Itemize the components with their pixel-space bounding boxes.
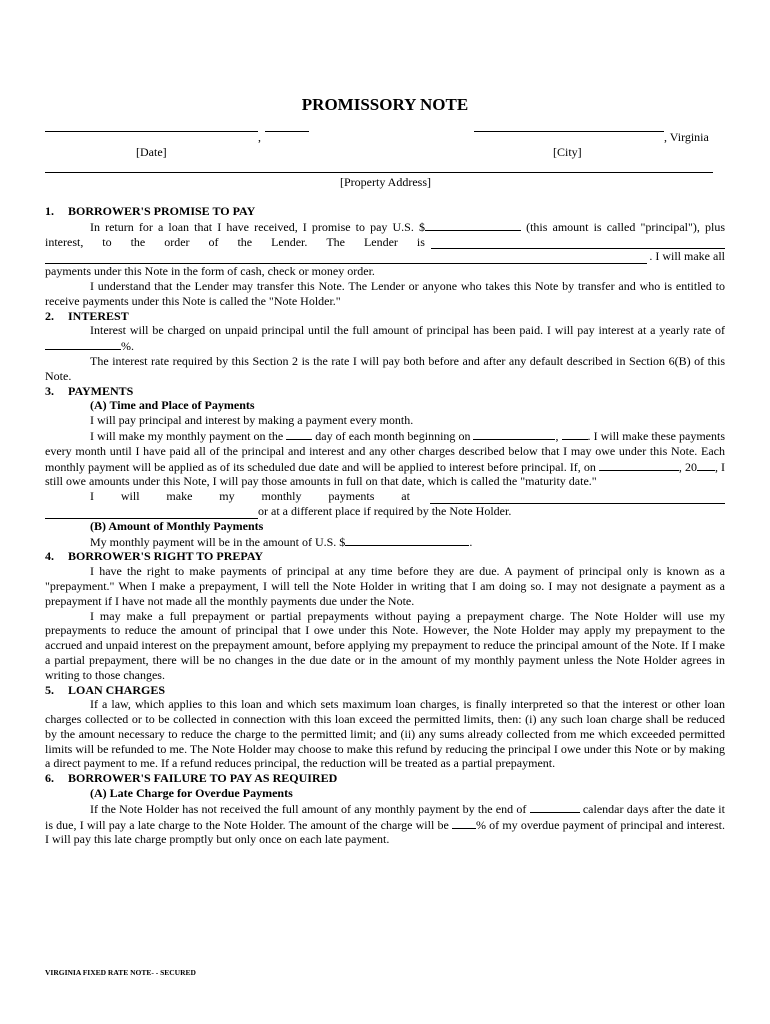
subsection-heading: (A) Late Charge for Overdue Payments — [90, 786, 293, 801]
date-field[interactable] — [45, 131, 258, 132]
late-charge-percent-field[interactable] — [452, 817, 476, 829]
section-paragraph: I understand that the Lender may transfer this Note. The Lender or anyone who takes this Note by transfer and who is entitled to receive payments under this Note is called the "Note Holder." — [45, 278, 725, 308]
maturity-date-field[interactable] — [599, 459, 679, 471]
lender-word: order — [164, 234, 190, 249]
place-word: monthly — [261, 489, 302, 504]
section-heading: 5. LOAN CHARGES — [45, 682, 166, 697]
date-label: [Date] — [136, 145, 167, 159]
lender-line — [45, 235, 725, 250]
payment-place-line — [45, 489, 725, 504]
monthly-payment-field[interactable] — [345, 534, 469, 546]
lender-line-continued: . I will make all — [45, 249, 725, 264]
lender-word: interest, — [45, 234, 84, 249]
first-payment-year-field[interactable] — [562, 428, 588, 440]
lender-word: to — [102, 234, 112, 249]
section-paragraph: I will make my monthly payment on the day of each month beginning on , . I will make these payments every month until I have paid all of the principal and interest and any other charges described below that I may owe under this Note. Each monthly payment will be applied as of its scheduled due date and will be applied to interest before principal. If, on , 20 , I still owe amounts under this Note, I will pay those amounts in full on that date, which is called the "maturity date." — [45, 428, 726, 489]
lender-word: The — [326, 234, 345, 249]
principal-amount-field[interactable] — [425, 219, 521, 231]
section-heading: 3. PAYMENTS — [45, 383, 134, 398]
section-heading: 2. INTEREST — [45, 308, 129, 323]
lender-word: is — [416, 234, 425, 249]
place-word: I — [90, 489, 94, 504]
place-word: payments — [328, 489, 375, 504]
place-word: make — [166, 489, 193, 504]
lender-word: the — [130, 234, 146, 249]
interest-rate-field[interactable] — [45, 338, 121, 350]
section-paragraph: Interest will be charged on unpaid principal until the full amount of principal has been paid. I will pay interest at a yearly rate of %. — [45, 323, 725, 354]
city-label: [City] — [553, 145, 582, 159]
lender-word: of — [208, 234, 219, 249]
lender-word: Lender. — [271, 234, 308, 249]
payment-place-field-continued[interactable] — [45, 506, 258, 519]
section-heading: 1. BORROWER'S PROMISE TO PAY — [45, 204, 256, 218]
section-heading: 6. BORROWER'S FAILURE TO PAY AS REQUIRED — [45, 771, 338, 786]
section-paragraph: In return for a loan that I have received, I promise to pay U.S. $ (this amount is called "principal"), plus — [90, 219, 725, 234]
property-address-label: [Property Address] — [340, 175, 431, 189]
first-payment-date-field[interactable] — [473, 428, 555, 440]
lender-word: the — [237, 234, 253, 249]
state-suffix: , Virginia — [664, 130, 709, 144]
lender-name-field-continued[interactable] — [45, 251, 647, 264]
lender-name-field[interactable] — [431, 236, 725, 249]
place-word: at — [401, 489, 410, 504]
maturity-year-field[interactable] — [697, 459, 715, 471]
lender-word: Lender — [363, 234, 398, 249]
place-word: will — [120, 489, 140, 504]
document-footer: VIRGINIA FIXED RATE NOTE- - SECURED — [45, 968, 196, 977]
payment-day-field[interactable] — [286, 428, 312, 440]
grace-days-field[interactable] — [530, 801, 580, 813]
document-title: PROMISSORY NOTE — [301, 95, 469, 114]
section-paragraph: If the Note Holder has not received the full amount of any monthly payment by the end of calendar days after the date it is due, I will pay a late charge to the Note Holder. The amount of the charge will be % of my overdue payment of principal and interest. I will pay this late charge promptly but only once on each late payment. — [45, 801, 725, 847]
document-body: 1. BORROWER'S PROMISE TO PAY In return for a loan that I have received, I promise to pay U.S. $ (this amount is called "principal"), plus interest, to the order of the Lender. The Lender is . I will make all payments under this Note in the form of cash, check or money order. I understand that the Lender may transfer this Note. The Lender or anyone who takes this Note by transfer and who is entitled to receive payments under this Note is called the "Note Holder." 2. INTEREST Interest will be charged on unpaid principal until the full amount of principal has been paid. I will pay interest at a yearly rate of %. The interest rate required by this Section 2 is the rate I will pay both before and after any default described in Section 6(B) of this Note. 3. PAYMENTS (A) Time and Place of Payments I will pay principal and interest by making a payment every month. I will make my monthly payment on the day of each month beginning on , . I will make these payments every month until I have paid all of the principal and interest and any other charges described below that I may owe under this Note. Each monthly payment will be applied as of its scheduled due date and will be applied to interest before principal. If, on , 20 , I still owe amounts under this Note, I will pay those amounts in full on that date, which is called the "maturity date." I will make my monthly payments at or at a different place if required by the Note Holder. (B) Amount of Monthly Payments My monthly payment will be in the amount of U.S. $ . 4. BORROWER'S RIGHT TO PREPAY I have the right to make payments of principal at any time before they are due. A payment of principal only is known as a "prepayment." When I make a prepayment, I will tell the Note Holder in writing that I am doing so. I may not designate a payment as a prepayment if I have not made all the monthly payments due under the Note. I may make a full prepayment or partial prepayments without paying a prepayment charge. The Note Holder will use my prepayments to reduce the amount of principal that I owe under this Note. However, the Note Holder may apply my prepayment to the accrued and unpaid interest on the prepayment amount, before applying my prepayment to reduce the principal amount of the Note. If I make a partial prepayment, there will be no changes in the due date or in the amount of my monthly payment unless the Note Holder agrees in writing to those changes. 5. LOAN CHARGES If a law, which applies to this loan and which sets maximum loan charges, is finally interpreted so that the interest or other loan charges collected or to be collected in connection with this loan exceed the permitted limits, then: (i) any such loan charge shall be reduced by the amount necessary to reduce the charge to the permitted limit; and (ii) any sums already collected from me which exceeded permitted limits will be refunded to me. The Note Holder may choose to make this refund by reducing the principal I owe under this Note or by making a direct payment to me. If a refund reduces principal, the reduction will be treated as a partial prepayment. 6. BORROWER'S FAILURE TO PAY AS REQUIRED (A) Late Charge for Overdue Payments If the Note Holder has not received the full amount of any monthly payment by the end of calendar days after the date it is due, I will pay a late charge to the Note Holder. The amount of the charge will be % of my overdue payment of principal and interest. I will pay this late charge promptly but only once on each late payment. — [45, 204, 726, 847]
payment-place-field[interactable] — [430, 491, 725, 504]
payment-place-line-continued: or at a different place if required by the Note Holder. — [45, 504, 725, 519]
section-heading: 4. BORROWER'S RIGHT TO PREPAY — [45, 549, 264, 564]
section-paragraph: I may make a full prepayment or partial prepayments without paying a prepayment charge. The Note Holder will use my prepayments to reduce the amount of principal that I owe under this Note. However, the Note Holder may apply my prepayment to the accrued and unpaid interest on the prepayment amount, before applying my prepayment to reduce the principal amount of the Note. If I make a partial prepayment, there will be no changes in the due date or in the amount of my monthly payment unless the Note Holder agrees in writing to those changes. — [45, 608, 725, 682]
subsection-heading: (A) Time and Place of Payments — [90, 398, 255, 413]
place-word: my — [219, 489, 235, 504]
document-page: PROMISSORY NOTE , , Virginia [Date] [City] [Property Address] 1. BORROWER'S PROMISE TO PAY In return for a loan that I have received, I promise to pay U.S. $ (this amount is called "principal"), plus interest, to the order of the Lender. The Lender is . I will make all payments under this Note in the form of cash, check or money order. I understand that the Lender may transfer this Note. The Lender or anyone who takes this Note by transfer and who is entitled to receive payments under this Note is called the "Note Holder." 2. INTEREST Interest will be charged on unpaid principal until the full amount of principal has been paid. I will pay interest at a yearly rate of %. The interest rate required by this Section 2 is the rate I will pay both before and after any default described in Section 6(B) of this Note. 3. PAYMENTS (A) Time and Place of Payments I will pay principal and interest by making a payment every month. I will make my monthly payment on the day of each month beginning on , . I will make these payments every month until I have paid all of the principal and interest and any other charges described below that I may owe under this Note. Each monthly payment will be applied as of its scheduled due date and will be applied to interest before principal. If, on , 20 , I still owe amounts under this Note, I will pay those amounts in full on that date, which is called the "maturity date." I will make my monthly payments at or at a different place if required by the Note Holder. (B) Amount of Monthly Payments My monthly payment will be in the amount of U.S. $ . 4. BORROWER'S RIGHT TO PREPAY I have the right to make payments of principal at any time before they are due. A payment of principal only is known as a "prepayment." When I make a prepayment, I will tell the Note Holder in writing that I am doing so. I may not designate a payment as a prepayment if I have not made all the monthly payments due under the Note. I may make a full prepayment or partial prepayments without paying a prepayment charge. The Note Holder will use my prepayments to reduce the amount of principal that I owe under this Note. However, the Note Holder may apply my prepayment to the accrued and unpaid interest on the prepayment amount, before applying my prepayment to reduce the principal amount of the Note. If I make a partial prepayment, there will be no changes in the due date or in the amount of my monthly payment unless the Note Holder agrees in writing to those changes. 5. LOAN CHARGES If a law, which applies to this loan and which sets maximum loan charges, is finally interpreted so that the interest or other loan charges collected or to be collected in connection with this loan exceed the permitted limits, then: (i) any such loan charge shall be reduced by the amount necessary to reduce the charge to the permitted limit; and (ii) any sums already collected from me which exceeded permitted limits will be refunded to me. The Note Holder may choose to make this refund by reducing the principal I owe under this Note or by making a direct payment to me. If a refund reduces principal, the reduction will be treated as a partial prepayment. 6. BORROWER'S FAILURE TO PAY AS REQUIRED (A) Late Charge for Overdue Payments If the Note Holder has not received the full amount of any monthly payment by the end of calendar days after the date it is due, I will pay a late charge to the Note Holder. The amount of the charge will be % of my overdue payment of principal and interest. I will pay this late charge promptly but only once on each late payment. VIRGINIA FIXED RATE NOTE- - SECURED — [0, 0, 770, 1024]
section-paragraph: If a law, which applies to this loan and which sets maximum loan charges, is finally interpreted so that the interest or other loan charges collected or to be collected in connection with this loan exceed the permitted limits, then: (i) any such loan charge shall be reduced by the amount necessary to reduce the charge to the permitted limit; and (ii) any sums already collected from me which exceeded permitted limits will be refunded to me. The Note Holder may choose to make this refund by reducing the principal I owe under this Note or by making a direct payment to me. If a refund reduces principal, the reduction will be treated as a partial prepayment. — [45, 697, 725, 771]
date-year-field[interactable] — [265, 131, 309, 132]
section-paragraph: I have the right to make payments of principal at any time before they are due. A payment of principal only is known as a "prepayment." When I make a prepayment, I will tell the Note Holder in writing that I am doing so. I may not designate a payment as a prepayment if I have not made all the monthly payments due under the Note. — [45, 564, 725, 608]
subsection-heading: (B) Amount of Monthly Payments — [90, 518, 264, 533]
section-paragraph: The interest rate required by this Section 2 is the rate I will pay both before and after any default described in Section 6(B) of this Note. — [45, 353, 725, 383]
property-address-field[interactable] — [45, 172, 713, 173]
city-field[interactable] — [474, 131, 664, 132]
